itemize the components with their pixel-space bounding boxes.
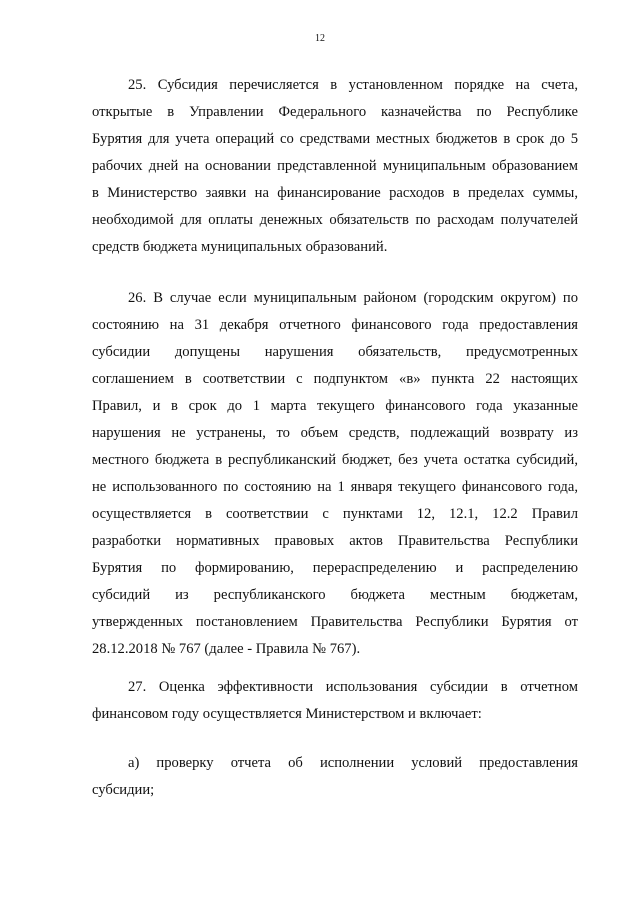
- paragraph-line: субсидии;: [92, 782, 155, 798]
- paragraph-line: Бурятия по формированию, перераспределению и распределению: [92, 560, 578, 576]
- paragraph-line: Бурятия для учета операций со средствами местных бюджетов в срок до 5: [92, 131, 578, 147]
- paragraph-line: не использованного по состоянию на 1 января текущего финансового года,: [92, 479, 578, 495]
- paragraph-line: средств бюджета муниципальных образований.: [92, 239, 388, 255]
- paragraph-25: [92, 72, 578, 261]
- paragraph-line: соглашением в соответствии с подпунктом «в» пункта 22 настоящих: [92, 371, 578, 387]
- paragraph-line: нарушения не устранены, то объем средств, подлежащий возврату из: [92, 425, 578, 441]
- paragraph-line: осуществляется в соответствии с пунктами 12, 12.1, 12.2 Правил: [92, 506, 578, 522]
- paragraph-line: 26. В случае если муниципальным районом (городским округом) по: [128, 290, 578, 306]
- paragraph-line: финансовом году осуществляется Министерством и включает:: [92, 706, 482, 722]
- paragraph-line: необходимой для оплаты денежных обязательств по расходам получателей: [92, 212, 578, 228]
- paragraph-line: 25. Субсидия перечисляется в установленном порядке на счета,: [128, 77, 578, 93]
- paragraph-27: [92, 674, 578, 728]
- paragraph-27-a: [92, 750, 578, 804]
- paragraph-line: 27. Оценка эффективности использования субсидии в отчетном: [128, 679, 578, 695]
- paragraph-line: в Министерство заявки на финансирование расходов в пределах суммы,: [92, 185, 578, 201]
- paragraph-line: Правил, и в срок до 1 марта текущего финансового года указанные: [92, 398, 578, 414]
- paragraph-line: открытые в Управлении Федерального казначейства по Республике: [92, 104, 578, 120]
- paragraph-line: субсидии допущены нарушения обязательств, предусмотренных: [92, 344, 578, 360]
- paragraph-line: утвержденных постановлением Правительства Республики Бурятия от: [92, 614, 578, 630]
- paragraph-line: состоянию на 31 декабря отчетного финансового года предоставления: [92, 317, 578, 333]
- paragraph-line: 28.12.2018 № 767 (далее - Правила № 767).: [92, 641, 361, 657]
- paragraph-26: [92, 285, 578, 663]
- page-number: 12: [315, 33, 325, 44]
- paragraph-line: а) проверку отчета об исполнении условий предоставления: [128, 755, 578, 771]
- paragraph-line: рабочих дней на основании представленной муниципальным образованием: [92, 158, 578, 174]
- paragraph-line: разработки нормативных правовых актов Правительства Республики: [92, 533, 578, 549]
- paragraph-line: субсидий из республиканского бюджета местным бюджетам,: [92, 587, 578, 603]
- paragraph-line: местного бюджета в республиканский бюджет, без учета остатка субсидий,: [92, 452, 578, 468]
